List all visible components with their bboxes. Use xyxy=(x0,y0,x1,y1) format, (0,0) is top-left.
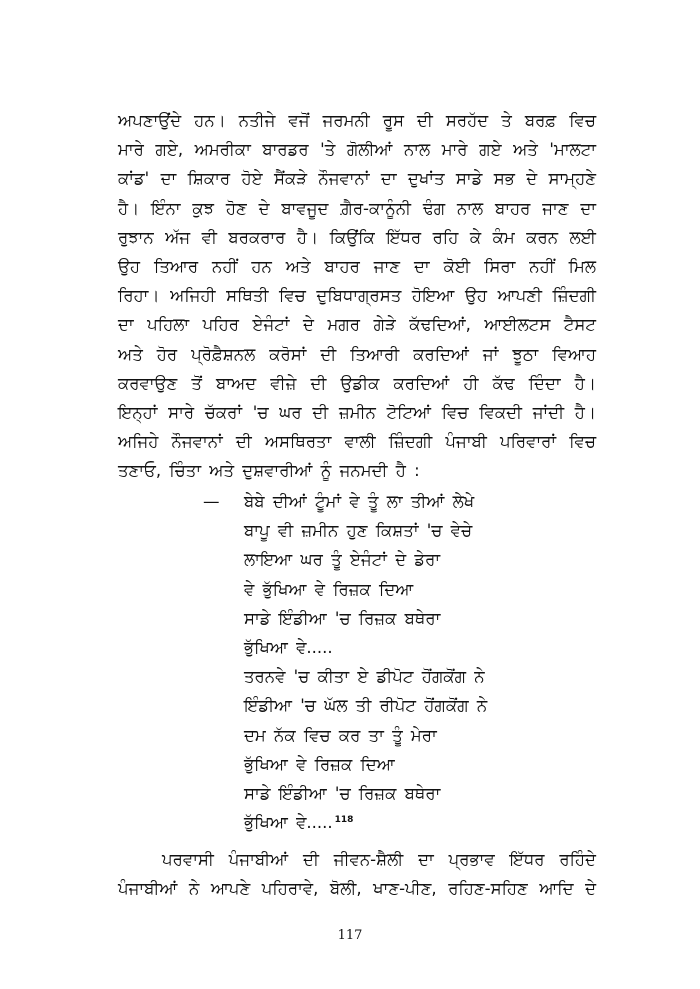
page-number: 117 xyxy=(337,928,363,943)
footnote-marker: 118 xyxy=(334,814,354,825)
paragraph-line: ਪੰਜਾਬੀਆਂ ਨੇ ਆਪਣੇ ਪਹਿਰਾਵੇ, ਬੋਲੀ, ਖਾਣ-ਪੀਣ, ਰਹਿਣ-ਸਹਿਣ ਆਦਿ ਦੇ xyxy=(118,879,596,899)
verse-line-last xyxy=(244,808,564,837)
paragraph-line: ਰੁਝਾਨ ਅੱਜ ਵੀ ਬਰਕਰਾਰ ਹੈ। ਕਿਉਂਕਿ ਇੱਧਰ ਰਹਿ ਕੇ ਕੰਮ ਕਰਨ ਲਈ xyxy=(118,227,596,247)
verse-line: ਇੰਡੀਆ 'ਚ ਘੱਲ ਤੀ ਰੀਪੋਟ ਹੋਂਗਕੋਂਗ ਨੇ xyxy=(244,696,488,716)
paragraph-line: ਅਪਣਾਉਂਦੇ ਹਨ। ਨਤੀਜੇ ਵਜੋਂ ਜਰਮਨੀ ਰੂਸ ਦੀ ਸਰਹੱਦ ਤੇ ਬਰਫ਼ ਵਿਚ xyxy=(118,111,596,130)
body-paragraph-1 xyxy=(118,106,596,486)
paragraph-line: ਅਤੇ ਹੋਰ ਪ੍ਰੋਫ਼ੈਸ਼ਨਲ ਕਰੋਸਾਂ ਦੀ ਤਿਆਰੀ ਕਰਦਿਆਂ ਜਾਂ ਝੂਠਾ ਵਿਆਹ xyxy=(118,344,596,364)
verse-line-text: ਭੁੱਖਿਆ ਵੇ..... xyxy=(244,813,333,833)
paragraph-line: ਮਾਰੇ ਗਏ, ਅਮਰੀਕਾ ਬਾਰਡਰ 'ਤੇ ਗੋਲੀਆਂ ਨਾਲ ਮਾਰੇ ਗਏ ਅਤੇ 'ਮਾਲਟਾ xyxy=(118,140,596,160)
paragraph-line: ਅਜਿਹੇ ਨੌਜਵਾਨਾਂ ਦੀ ਅਸਥਿਰਤਾ ਵਾਲੀ ਜ਼ਿੰਦਗੀ ਪੰਜਾਬੀ ਪਰਿਵਾਰਾਂ ਵਿਚ xyxy=(118,432,596,452)
verse-line: ਤਰਨਵੇ 'ਚ ਕੀਤਾ ਏ ਡੀਪੋਟ ਹੋਂਗਕੋਂਗ ਨੇ xyxy=(244,667,485,687)
verse-dash: — xyxy=(203,492,220,511)
paragraph-line: ਤਣਾਓ, ਚਿੰਤਾ ਅਤੇ ਦੁਸ਼ਵਾਰੀਆਂ ਨੂੰ ਜਨਮਦੀ ਹੈ : xyxy=(118,461,420,481)
verse-line: ਸਾਡੇ ਇੰਡੀਆ 'ਚ ਰਿਜ਼ਕ ਬਥੇਰਾ xyxy=(244,784,441,804)
verse-line: ਲਾਇਆ ਘਰ ਤੂੰ ਏਜੰਟਾਂ ਦੇ ਡੇਰਾ xyxy=(244,550,441,570)
verse-line: ਭੁੱਖਿਆ ਵੇ..... xyxy=(244,638,333,658)
paragraph-line: ਕਾਂਡ' ਦਾ ਸ਼ਿਕਾਰ ਹੋਏ ਸੈਂਕੜੇ ਨੌਜਵਾਨਾਂ ਦਾ ਦੁਖਾਂਤ ਸਾਡੇ ਸਭ ਦੇ ਸਾਮ੍ਹਣੇ xyxy=(118,169,596,189)
body-paragraph-2 xyxy=(118,845,596,903)
paragraph-line: ਰਿਹਾ। ਅਜਿਹੀ ਸਥਿਤੀ ਵਿਚ ਦੁਬਿਧਾਗ੍ਰਸਤ ਹੋਇਆ ਉਹ ਆਪਣੀ ਜ਼ਿੰਦਗੀ xyxy=(118,286,596,306)
verse-line: ਦਮ ਨੱਕ ਵਿਚ ਕਰ ਤਾ ਤੂੰ ਮੇਰਾ xyxy=(244,725,437,745)
verse-line: ਭੁੱਖਿਆ ਵੇ ਰਿਜ਼ਕ ਦਿਆ xyxy=(244,754,395,774)
verse-line: ਬੇਬੇ ਦੀਆਂ ਟੂੰਮਾਂ ਵੇ ਤੂੰ ਲਾ ਤੀਆਂ ਲੇਖੇ xyxy=(244,492,475,511)
verse-line: ਸਾਡੇ ਇੰਡੀਆ 'ਚ ਰਿਜ਼ਕ ਬਥੇਰਾ xyxy=(244,608,441,628)
paragraph-line: ਦਾ ਪਹਿਲਾ ਪਹਿਰ ਏਜੰਟਾਂ ਦੇ ਮਗਰ ਗੇੜੇ ਕੱਢਦਿਆਂ, ਆਈਲਟਸ ਟੈਸਟ xyxy=(118,315,596,335)
verse-line: ਵੇ ਭੁੱਖਿਆ ਵੇ ਰਿਜ਼ਕ ਦਿਆ xyxy=(244,579,414,599)
verse-block xyxy=(244,487,564,837)
paragraph-line: ਉਹ ਤਿਆਰ ਨਹੀਂ ਹਨ ਅਤੇ ਬਾਹਰ ਜਾਣ ਦਾ ਕੋਈ ਸਿਰਾ ਨਹੀਂ ਮਿਲ xyxy=(118,257,596,277)
paragraph-line: ਪਰਵਾਸੀ ਪੰਜਾਬੀਆਂ ਦੀ ਜੀਵਨ-ਸ਼ੈਲੀ ਦਾ ਪ੍ਰਭਾਵ ਇੱਧਰ ਰਹਿੰਦੇ xyxy=(162,850,596,869)
paragraph-line: ਹੈ। ਇੰਨਾ ਕੁਝ ਹੋਣ ਦੇ ਬਾਵਜੂਦ ਗ਼ੈਰ-ਕਾਨੂੰਨੀ ਢੰਗ ਨਾਲ ਬਾਹਰ ਜਾਣ ਦਾ xyxy=(118,198,596,218)
paragraph-line: ਕਰਵਾਉਣ ਤੋਂ ਬਾਅਦ ਵੀਜ਼ੇ ਦੀ ਉਡੀਕ ਕਰਦਿਆਂ ਹੀ ਕੱਢ ਦਿੰਦਾ ਹੈ। xyxy=(118,373,596,393)
paragraph-line: ਇਨ੍ਹਾਂ ਸਾਰੇ ਚੱਕਰਾਂ 'ਚ ਘਰ ਦੀ ਜ਼ਮੀਨ ਟੋਟਿਆਂ ਵਿਚ ਵਿਕਦੀ ਜਾਂਦੀ ਹੈ। xyxy=(118,403,596,423)
verse-line: ਬਾਪੂ ਵੀ ਜ਼ਮੀਨ ਹੁਣ ਕਿਸ਼ਤਾਂ 'ਚ ਵੇਚੇ xyxy=(244,521,473,541)
